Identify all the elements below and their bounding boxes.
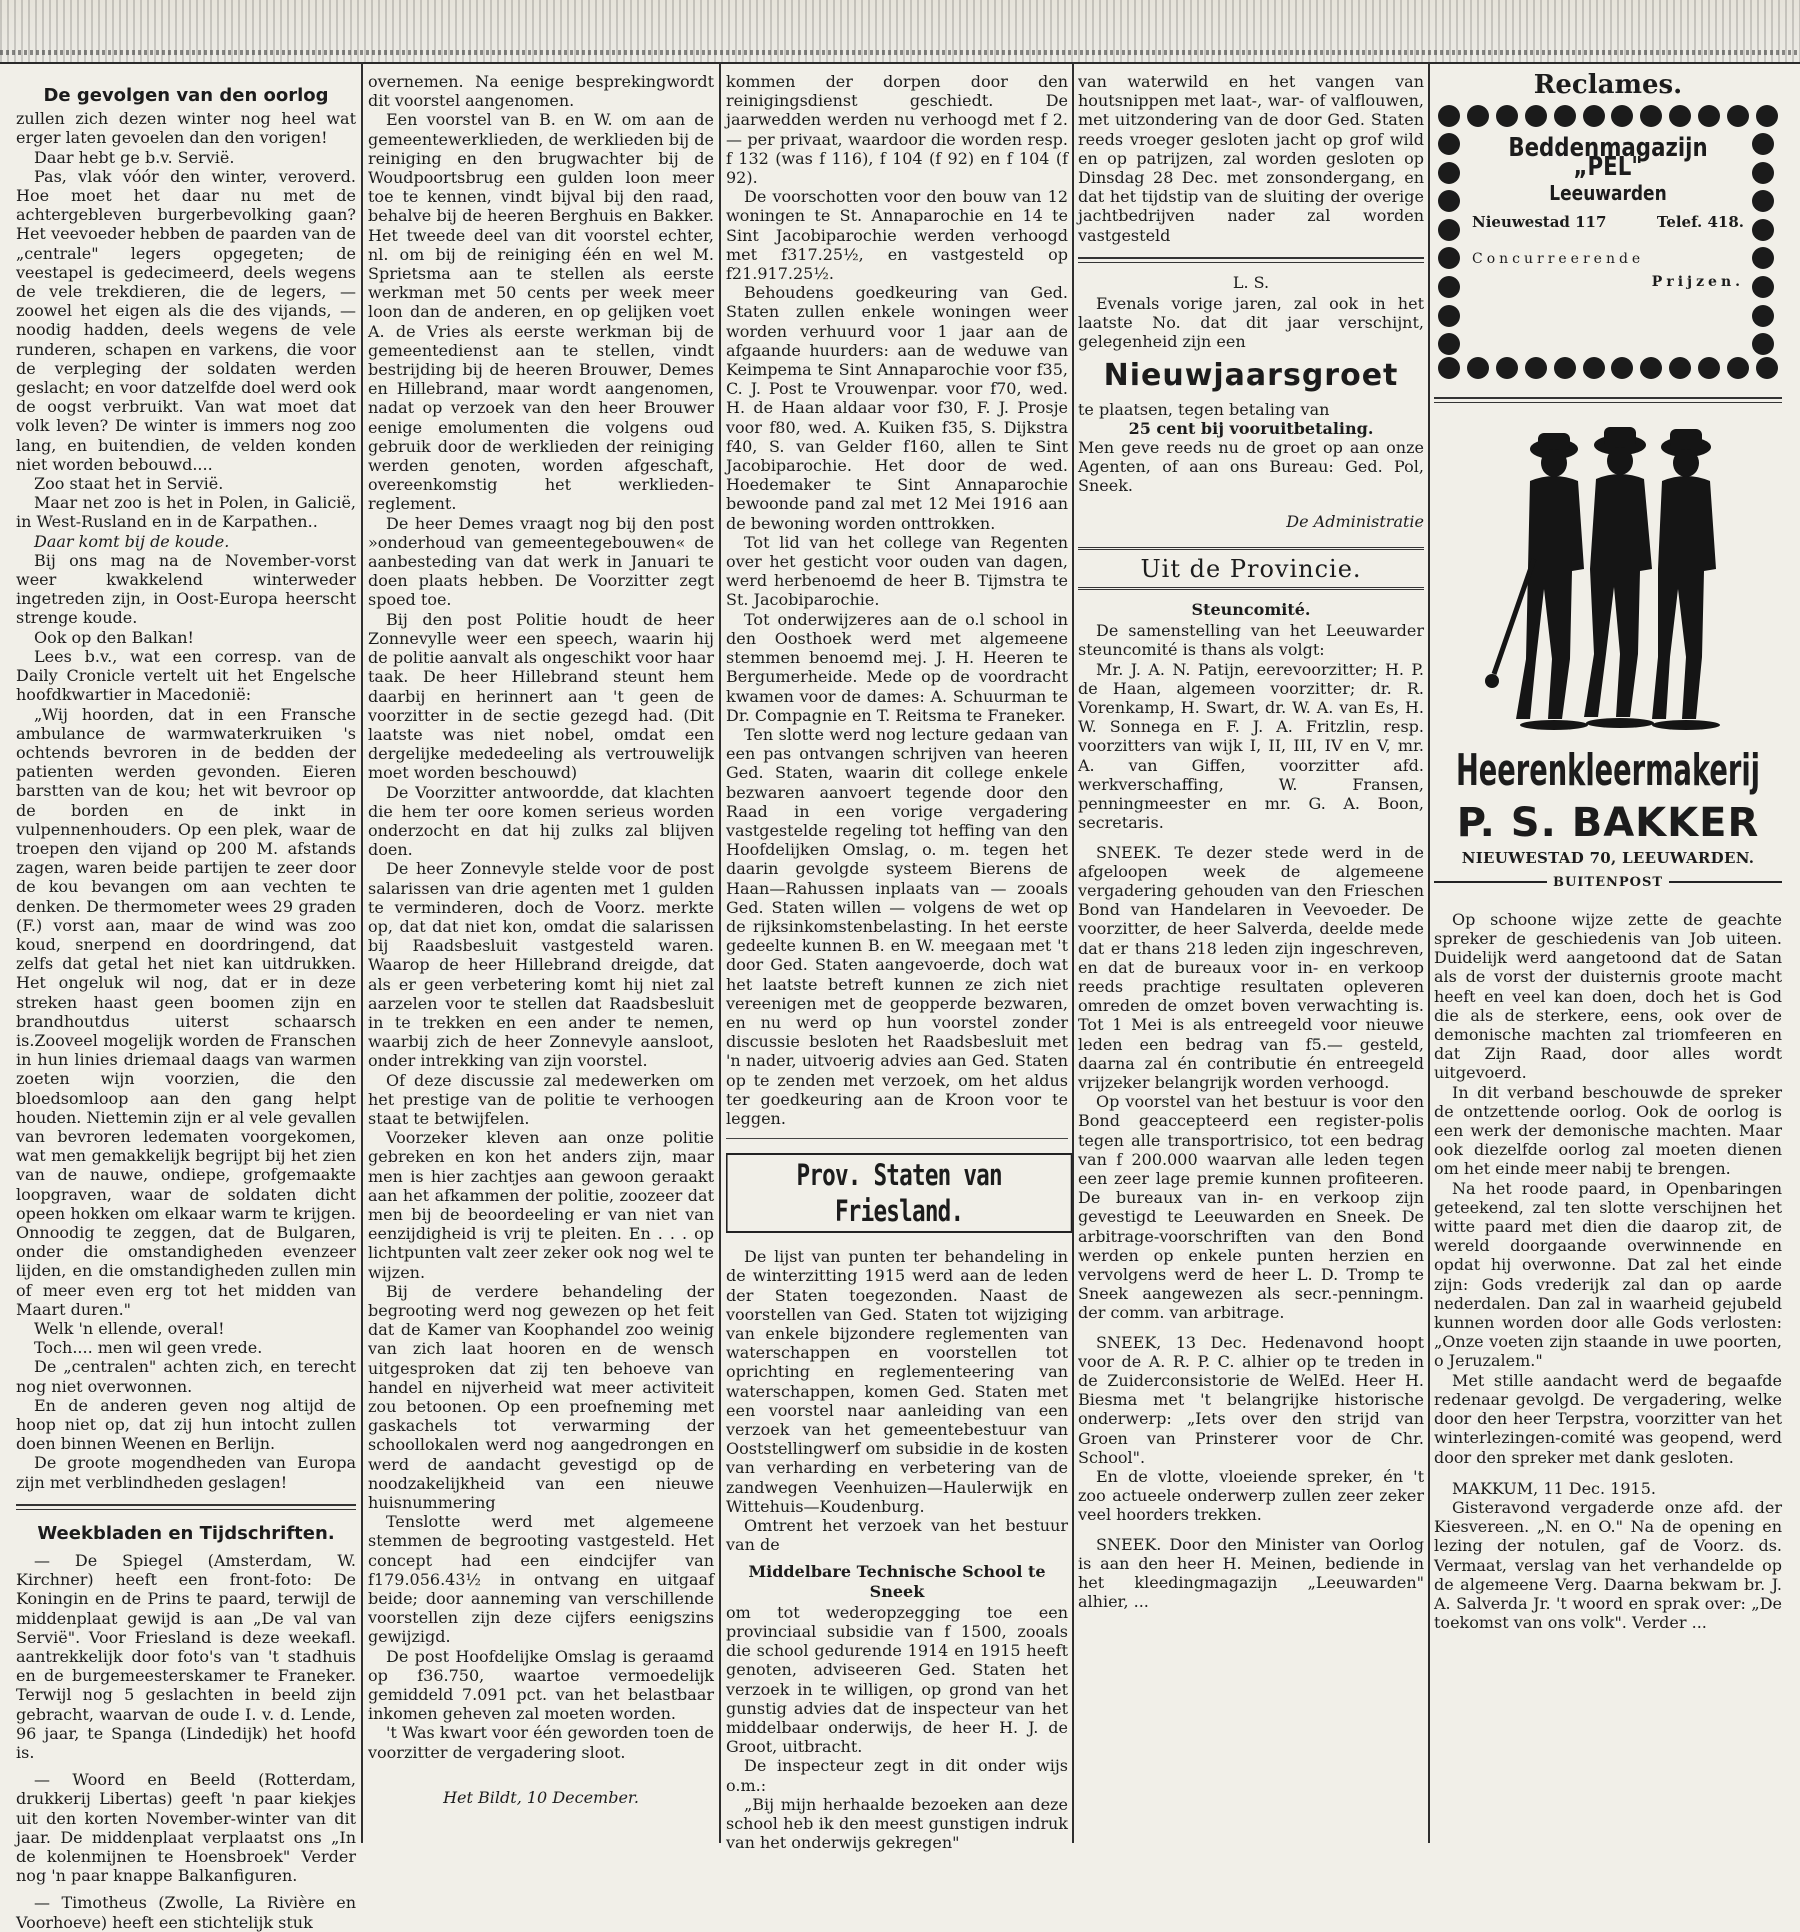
dot-border <box>1438 357 1778 383</box>
dot-border <box>1438 133 1464 355</box>
paragraph: „Wij hoorden, dat in een Fransche ambulance de warmwaterkruiken 's ochtends bevroren in de bedden der patienten werden gevonden. Eieren barstten van de kou; het wit bevroor op de borden en de inkt in vulpennenhouders. Op een plek, waar de troepen den vijand op 200 M. afstands zagen, waren beide partijen te zeer door de kou bevangen om aan vechten te denken. De thermometer wees 29 graden (F.) vorst aan, maar de wind was zoo koud, snerpend en doordringend, dat zelfs dat getal het niet kan uitdrukken. Het ongeluk wil nog, dat er in deze streken haast geen boomen zijn en brandhoutdus uiterst schaarsch is.Zooveel mogelijk worden de Franschen in hun linies driemaal daags van warmen zoeten wijn voorzien, die den bloedsomloop aan den gang helpt houden. Niettemin zijn er al vele gevallen van bevroren ledematen voorgekomen, wat men gemakkelijk begrijpt bij het zien van de nauwe, ondiepe, grofgemaakte loopgraven, waar de soldaten dicht opeen hokken om elkaar warm te krijgen. Onnoodig te zeggen, dat de Bulgaren, onder die omstandigheden evenzeer lijden, en die omstandigheden zullen min of meer even erg tot het midden van Maart duren." <box>16 704 356 1319</box>
paragraph: Of deze discussie zal medewerken om het prestige van de politie te verhoogen staat te betwijfelen. <box>368 1070 714 1128</box>
paragraph: Tot lid van het college van Regenten over het gesticht voor ouden van dagen, werd herbenoemd de heer B. Tijmstra te St. Jacobiparochie. <box>726 532 1068 610</box>
section-heading: Uit de Provincie. <box>1078 547 1424 590</box>
ad-content <box>1472 133 1744 351</box>
section-heading: Weekbladen en Tijdschriften. <box>37 1522 335 1544</box>
paragraph: Met stille aandacht werd de begaafde redenaar gevolgd. De vergadering, welke door den heer Terpstra, voorzitter van het winterlezingen-comité was geopend, werd door den spreker met dank gesloten. <box>1434 1370 1782 1467</box>
column-2 <box>368 72 714 1843</box>
article-heading: De gevolgen van den oorlog <box>43 85 329 106</box>
advertisement-beddenmagazijn <box>1438 105 1778 383</box>
column-3 <box>726 72 1068 1853</box>
column-rule <box>361 62 363 1843</box>
paragraph: Maar net zoo is het in Polen, in Galicië, in West-Rusland en in de Karpathen.. <box>16 493 356 532</box>
dot-border <box>1752 133 1778 355</box>
notice-heading: L. S. <box>1232 272 1270 292</box>
dateline: Het Bildt, 10 December. <box>443 1787 639 1807</box>
ad-tailor-branch <box>1434 873 1782 892</box>
paragraph: De voorschotten voor den bouw van 12 woningen te St. Annaparochie en 14 te Sint Jacobiparochie werden verhoogd met f317.25½, en vastgesteld op f21.917.25½. <box>726 187 1068 284</box>
paragraph: SNEEK. Door den Minister van Oorlog is aan den heer H. Meinen, bediende in het kleedingmagazijn „Leeuwarden" alhier, ... <box>1078 1534 1424 1612</box>
paragraph: De samenstelling van het Leeuwarder steuncomité is thans als volgt: <box>1078 621 1424 660</box>
paragraph: Lees b.v., wat een corresp. van de Daily Cronicle vertelt uit het Engelsche hoofdkwartier in Macedonië: <box>16 646 356 705</box>
paragraph: Omtrent het verzoek van het bestuur van de <box>726 1516 1068 1555</box>
subheading: Steuncomité. <box>1191 600 1311 620</box>
paragraph: Daar hebt ge b.v. Servië. <box>34 147 235 167</box>
paragraph: De heer Demes vraagt nog bij den post »onderhoud van gemeentegebouwen« de aanbesteding van dat werk in Januari te doen plaats hebben. De Voorzitter zegt spoed toe. <box>368 513 714 610</box>
notice-signature: De Administratie <box>1286 511 1424 531</box>
notice-price: 25 cent bij vooruitbetaling. <box>1128 418 1374 438</box>
ad-tailor-heading: Heerenkleermakerij <box>1455 745 1761 797</box>
notice-text: te plaatsen, tegen betaling van <box>1078 399 1330 419</box>
paragraph: De lijst van punten ter behandeling in de winterzitting 1915 werd aan de leden der Staten toegezonden. Naast de voorstellen van Ged. Staten tot wijziging van enkele bijzondere reglementen van waterschappen en voorstellen tot oprichting en reglementeering van waterschappen, komen Ged. Staten met een voorstel naar aanleiding van een verzoek van het gemeentebestuur van Ooststellingwerf om subsidie in de kosten van verharding en verbetering van de zandwegen Veenhuizen—Haulerwijk en Wittehuis—Koudenburg. <box>726 1247 1068 1516</box>
paragraph: Bij de verdere behandeling der begrooting werd nog gewezen op het feit dat de Kamer van Koophandel zoo weinig van zich laat hooren en de wensch uitgesproken dat zij ten behoeve van handel en nijverheid wat meer activiteit zou betoonen. Op een proefneming met gaskachels tot verwarming der schoollokalen werd nog aangedrongen en werd de aandacht gevestigd op de noodzakelijkheid van een nieuwe huisnummering <box>368 1281 714 1513</box>
notice-box <box>1078 273 1424 531</box>
paragraph: De „centralen" achten zich, en terecht nog niet overwonnen. <box>16 1357 356 1396</box>
paragraph: kommen der dorpen door den reinigingsdienst geschiedt. De jaarwedden werden nu verhoogd met f 2.— per privaat, waardoor die worden resp. f 132 (was f 116), f 104 (f 92) en f 104 (f 92). <box>726 72 1068 188</box>
section-divider <box>726 1138 1068 1139</box>
paragraph: van waterwild en het vangen van houtsnippen met laat-, war- of valflouwen, met uitzondering van de door Ged. Staten reeds vroeger gesloten jacht op grof wild en op patrijzen, zal worden gesloten op Dinsdag 28 Dec. met zonsondergang, en dat het tijdstip van de sluiting der overige jachtbedrijven nader zal worden vastgesteld <box>1078 72 1424 245</box>
dateline: MAKKUM, 11 Dec. 1915. <box>1452 1478 1656 1498</box>
column-5 <box>1434 72 1782 1843</box>
ad-branch-label: BUITENPOST <box>1552 874 1664 890</box>
ad-slogan: Prijzen. <box>1651 274 1744 291</box>
paragraph: Daar komt bij de koude. <box>34 531 230 551</box>
notice-text: Men geve reeds nu de groet op aan onze Agenten, of aan ons Bureau: Ged. Pol, Sneek. <box>1078 438 1424 496</box>
subheading: Middelbare Technische School te Sneek <box>748 1562 1046 1601</box>
column-rule <box>1428 62 1430 1843</box>
article-body <box>16 109 356 1492</box>
three-gentlemen-illustration <box>1434 419 1782 739</box>
paragraph: Op voorstel van het bestuur is voor den Bond geaccepteerd een register-polis tegen alle transportrisico, tot een bedrag van f 200.000 waarvan alle leden tegen een zeer lage premie kunnen profiteeren. De bureaux van in- en verkoop zijn gevestigd te Leeuwarden en Sneek. De arbitrage-voorschriften van den Bond werden op enkele punten herzien en vervolgens werd de heer L. D. Tromp te Sneek aangewezen als secr.-penningm. der comm. van arbitrage. <box>1078 1092 1424 1323</box>
paragraph: Voorzeker kleven aan onze politie gebreken en kon het anders zijn, maar men is hier zachtjes aan gewoon geraakt aan het afkammen der politie, zoozeer dat men bij de beoordeeling er van niet van eenzijdigheid is vrij te pleiten. En . . . op lichtpunten valt zeer zeker ook nog wel te wijzen. <box>368 1128 714 1282</box>
section-banner: Prov. Staten van Friesland. <box>726 1153 1072 1233</box>
paragraph: Pas, vlak vóór den winter, veroverd. Hoe moet het daar nu met de achtergebleven burgerbevolking gaan? Het veevoeder hebben de paarden van de „centrale" legers opgegeten; de veestapel is gedecimeerd, deels wegens de vele trekdieren, die de legers, — zoowel het eigen als die des vijands, — noodig hadden, deels wegens de vele runderen, schapen en varkens, die voor de verpleging der soldaten werden geslacht; en voor datzelfde doel werd ook de oogst verbruikt. Van wat moet dat volk leven? De winter is immers nog zoo lang, en buitendien, de velden konden niet worden bebouwd.... <box>16 166 356 474</box>
paragraph: Behoudens goedkeuring van Ged. Staten zullen enkele woningen weer worden verhuurd voor 1 jaar aan de afgaande huurders: aan de weduwe van Keimpema te Sint Annaparochie voor f35, C. J. Post te Vrouwenpar. voor f70, wed. H. de Haan aldaar voor f30, F. J. Prosje voor f80, wed. A. Kuiken f35, S. Dijkstra f40, S. van Gelder f160, allen te Sint Jacobiparochie. Het door de wed. Hoedemaker te Sint Annaparochie bewoonde pand zal met 12 Mei 1916 aan de bewoning worden onttrokken. <box>726 283 1068 533</box>
paragraph: — De Spiegel (Amsterdam, W. Kirchner) heeft een front-foto: De Koningin en de Prins te paard, terwijl de middenplaat gewijd is aan „De val van Servië". Voor Friesland is deze weekafl. aantrekkelijk door foto's van 't stadhuis en de burgemeesterskamer te Franeker. Terwijl nog 5 geslachten in beeld zijn gebracht, waarvan de oude I. v. d. Lende, 96 jaar, te Spanga (Lindedijk) het hoofd is. <box>16 1551 356 1763</box>
ad-street: Nieuwestad 117 <box>1472 212 1607 231</box>
paragraph: De inspecteur zegt in dit onder wijs o.m.: <box>726 1756 1068 1795</box>
paragraph: Bij ons mag na de November-vorst weer kwakkelend winterweder ingetreden zijn, in Oost-Europa heerscht strenge koude. <box>16 550 356 628</box>
notice-text: Evenals vorige jaren, zal ook in het laatste No. dat dit jaar verschijnt, gelegenheid zijn een <box>1078 294 1424 352</box>
paragraph: SNEEK, 13 Dec. Hedenavond hoopt voor de A. R. P. C. alhier op te treden in de Zuiderconsistorie de WelEd. Heer H. Biesma met 't belangrijke historische onderwerp: „Iets over den strijd van Groen van Prinsterer voor de Chr. School". <box>1078 1332 1424 1467</box>
paragraph: SNEEK. Te dezer stede werd in de afgeloopen week de algemeene vergadering gehouden van den Frieschen Bond van Handelaren in Veevoeder. De voorzitter, de heer Salverda, deelde mede dat er thans 218 leden zijn ingeschreven, en dat de bureaux voor in- en verkoop reeds prachtige resultaten opleveren omreden de omzet boven verwachting is. Tot 1 Mei is als entreegeld voor nieuwe leden een bedrag van f5.— gesteld, daarna zal én contributie én entreegeld vrijzeker belangrijk worden verhoogd. <box>1078 842 1424 1092</box>
paragraph: Op schoone wijze zette de geachte spreker de geschiedenis van Job uiteen. Duidelijk werd aangetoond dat de Satan als de vorst der duisternis groote macht heeft en veel kan doen, doch het is God die als de sterkere, eens, ook over de demonische machten zal triomfeeren en dat Zijn Raad, door alles wordt uitgevoerd. <box>1434 909 1782 1083</box>
paragraph: Tot onderwijzeres aan de o.l school in den Oosthoek werd met algemeene stemmen benoemd mej. J. H. Heeren te Bergumerheide. Mede op de voordracht kwamen voor de dames: A. Schuurman te Dr. Compagnie en T. Reitsma te Franeker. <box>726 609 1068 725</box>
paragraph: Een voorstel van B. en W. om aan de gemeentewerklieden, de werklieden bij de reiniging en den brugwachter bij de Woudpoortsbrug een gulden loon meer toe te kennen, vindt bijval bij den raad, behalve bij de heeren Berghuis en Bakker. Het tweede deel van dit voorstel echter, nl. om bij de reiniging één en wel M. Sprietsma aan te stellen als eerste werkman met 50 cents per week meer loon dan de anderen, en op gelijken voet A. de Vries als eerste werkman bij de gemeentedienst aan te stellen, vindt bestrijding bij de heeren Brouwer, Demes en Hillebrand, maar wordt aangenomen, nadat op verzoek van den heer Brouwer eenige emolumenten die volgens oud gebruik door de werklieden der reiniging werden genoten, worden afgeschaft, overeenkomstig het werklieden-reglement. <box>368 110 714 514</box>
ad-tailor-name: P. S. BAKKER <box>1456 800 1760 847</box>
paragraph: De heer Zonnevyle stelde voor de post salarissen van drie agenten met 1 gulden te verminderen, doch de Voorz. merkte op, dat dat niet kon, omdat die salarissen bij Raadsbesluit vastgesteld waren. Waarop de heer Hillebrand dreigde, dat als er geen verbetering komt hij niet zal aarzelen voor te stellen dat Raadsbesluit in te trekken en een ander te nemen, waarbij zich de heer Zonnevyle aansloot, onder intrekking van zijn voorstel. <box>368 859 714 1071</box>
section-divider <box>1078 257 1424 263</box>
paragraph: Toch.... men wil geen vrede. <box>34 1338 263 1358</box>
section-divider <box>16 1504 356 1510</box>
paragraph: Ook op den Balkan! <box>34 627 194 647</box>
column-rule <box>719 62 721 1843</box>
paragraph: Bij den post Politie houdt de heer Zonnevylle weer een speech, waarin hij de politie aanvalt als ongeschikt voor haar taak. De heer Hillebrand steunt hem daarbij en herinnert aan 't geen de voorzitter in de sectie gezegd had. (Dit laatste was niet nobel, omdat een dergelijke mededeeling als vertrouwelijk moet worden beschouwd) <box>368 609 714 783</box>
paragraph: Mr. J. A. N. Patijn, eerevoorzitter; H. P. de Haan, algemeen voorzitter; dr. R. Vorenkamp, H. Swart, dr. W. A. van Es, H. W. Sonnega en F. J. A. Fritzlin, resp. voorzitters van wijk I, II, III, IV en V, mr. A. van Giffen, voorzitter afd. werkverschaffing, W. Fransen, penningmeester en mr. G. A. Boon, secretaris. <box>1078 659 1424 833</box>
paragraph: — Woord en Beeld (Rotterdam, drukkerij Libertas) geeft 'n paar kiekjes uit den korten November-winter van dit jaar. De middenplaat verplaatst ons „In de kolenmijnen te Hoensbroek" Verder nog 'n paar knappe Balkanfiguren. <box>16 1770 356 1886</box>
column-rule <box>1072 62 1074 1843</box>
dot-border <box>1438 105 1778 131</box>
paragraph: overnemen. Na eenige besprekingwordt dit voorstel aangenomen. <box>368 72 714 111</box>
ad-shop-name: Beddenmagazijn „PEL" <box>1508 133 1708 183</box>
ad-phone: Telef. 418. <box>1656 212 1744 231</box>
paragraph: Welk 'n ellende, overal! <box>34 1319 225 1338</box>
notice-title: Nieuwjaarsgroet <box>1103 357 1399 393</box>
ad-address <box>1472 213 1744 232</box>
paragraph: De post Hoofdelijke Omslag is geraamd op f36.750, waartoe vermoedelijk gemiddeld 7.091 pct. van het belastbaar inkomen geheven zal moeten worden. <box>368 1646 714 1724</box>
column-4 <box>1078 72 1424 1843</box>
paragraph: En de anderen geven nog altijd de hoop niet op, dat zij hun intocht zullen doen binnen Weenen en Berlijn. <box>16 1395 356 1454</box>
paragraph: zullen zich dezen winter nog heel wat erger laten gevoelen dan den vorigen! <box>16 109 356 148</box>
paragraph: om tot wederopzegging toe een provinciaal subsidie van f 1500, zooals die school gedurende 1914 en 1915 heeft genoten, adviseeren Ged. Staten het verzoek in te willigen, op grond van het gunstig advies dat de inspecteur van het middelbaar onderwijs, de heer H. J. de Groot, uitbracht. <box>726 1602 1068 1757</box>
ad-tailor-address: NIEUWESTAD 70, LEEUWARDEN. <box>1461 849 1755 868</box>
top-masthead-strip <box>0 0 1800 64</box>
column-1 <box>16 72 356 1932</box>
paragraph: De groote mogendheden van Europa zijn met verblindheden geslagen! <box>16 1453 356 1492</box>
paragraph: „Bij mijn herhaalde bezoeken aan deze school heb ik den meest gunstigen indruk van het onderwijs gekregen" <box>726 1794 1068 1853</box>
ads-heading: Reclames. <box>1533 70 1683 100</box>
paragraph: — Timotheus (Zwolle, La Rivière en Voorhoeve) heeft een stichtelijk stuk <box>16 1893 356 1932</box>
paragraph: Gisteravond vergaderde onze afd. der Kiesvereen. „N. en O." Na de opening en lezing der notulen, gaf de Voorz. ds. Vermaat, verslag van het verhandelde op de algemeene Verg. Daarna bekwam br. J. A. Salverda Jr. 't woord en sprak over: „De toekomst van ons volk". Verder ... <box>1434 1497 1782 1633</box>
section-divider <box>1434 397 1782 403</box>
paragraph: Zoo staat het in Servië. <box>34 474 224 494</box>
ad-city: Leeuwarden <box>1549 180 1667 205</box>
paragraph: 't Was kwart voor één geworden toen de voorzitter de vergadering sloot. <box>368 1723 714 1762</box>
paragraph: De Voorzitter antwoordde, dat klachten die hem ter oore komen serieus worden onderzocht en dat hij zulks zal blijven doen. <box>368 782 714 860</box>
paragraph: En de vlotte, vloeiende spreker, én 't zoo actueele onderwerp zullen zeer zeker veel hoorders trekken. <box>1078 1467 1424 1525</box>
paragraph: In dit verband beschouwde de spreker de ontzettende oorlog. Ook de oorlog is een werk der demonische machten. Maar ook diezelfde oorlog zal moeten dienen om het einde meer nabij te brengen. <box>1434 1082 1782 1179</box>
paragraph: Na het roode paard, in Openbaringen geteekend, zal ten slotte verschijnen het witte paard met dien die daarop zit, de wereld doorgaande overwinnende en opdat hij overwonne. Dat zal het einde zijn: Gods vrederijk zal dan op aarde nederdalen. Dan zal in waarheid gejubeld kunnen worden door alle Gods verlosten: „Onze voeten zijn staande in uwe poorten, o Jeruzalem." <box>1434 1178 1782 1371</box>
ad-slogan: Concurreerende <box>1472 251 1645 268</box>
paragraph: Ten slotte werd nog lecture gedaan van een pas ontvangen schrijven van heeren Ged. Staten, waarin dit college enkele bezwaren aanvoert tegende door den Raad in een vorige vergadering vastgestelde regeling tot heffing van den Hoofdelijken Omslag, o. m. tegen het daarin gevolgde systeem Bierens de Haan—Rahussen inplaats van — zooals Ged. Staten willen — volgens de wet op de rijksinkomstenbelasting. In het eerste gedeelte kunnen B. en W. meegaan met 't door Ged. Staten aangevoerde, doch wat het laatste betreft kunnen ze zich niet vereenigen met de geopperde bezwaren, en nu werd op hun voorstel zonder discussie besloten het Raadsbesluit met 'n nader, uitvoerig advies aan Ged. Staten op te zenden met verzoek, om het aldus ter goedkeuring aan de Kroon voor te leggen. <box>726 724 1068 1128</box>
paragraph: Tenslotte werd met algemeene stemmen de begrooting vastgesteld. Het concept had een eindcijfer van f179.056.43½ in ontvang en uitgaaf beide; door aanneming van verschillende voorstellen zijn deze cijfers eenigszins gewijzigd. <box>368 1512 714 1647</box>
